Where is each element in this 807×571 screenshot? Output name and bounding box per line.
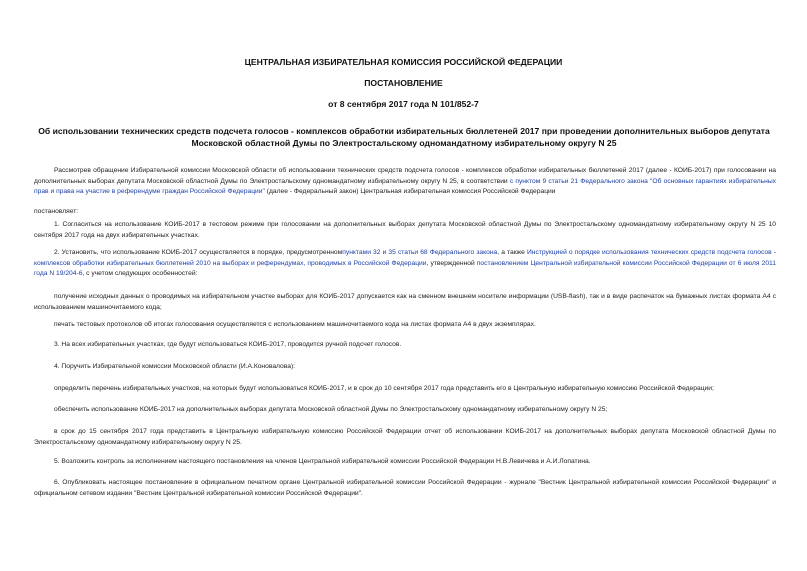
paragraph-2-text-b: , а также <box>497 249 527 256</box>
item-a-text: определить перечень избирательных участков, на которых будут использоваться КОИБ-2017, и в срок до 10 сентября 2017 года представить его в Центральную избирательную комиссию Российской Федерации; <box>54 385 714 392</box>
item-c-text: в срок до 15 сентября 2017 года представить в Центральную избирательную комиссию Российской Федерации отчет об использовании КОИБ-2017 на дополнительных выборах депутата Московской областной Думы по Электростальскому одномандатному избирательному округу N 25. <box>34 428 776 446</box>
paragraph-2-bullet-1 <box>34 292 776 313</box>
paragraph-4-item-c <box>34 427 776 448</box>
paragraph-2-bullet-2 <box>34 320 776 331</box>
document-date-number: от 8 сентября 2017 года N 101/852-7 <box>328 99 479 109</box>
paragraph-3-text: 3. На всех избирательных участках, где будут использоваться КОИБ-2017, проводится ручной подсчет голосов. <box>54 341 402 348</box>
federal-law-link[interactable]: с пунктом 9 статьи 21 Федерального закона "Об основных гарантиях избирательных прав и права на участие в референдуме граждан Российской Федерации" <box>34 177 776 196</box>
preamble-text-before: Рассмотрев обращение Избирательной комиссии Московской области об использовании технических средств подсчета голосов - комплексов обработки избирательных бюллетеней 2017 (далее - КОИБ-2017) при голосовании на дополнительных выборах депутата Московской областной Думы по Электростальскому одномандатному избирательному округу N 25, в соответствии <box>34 167 776 185</box>
paragraph-4-item-b <box>34 405 776 416</box>
paragraph-2 <box>34 248 776 280</box>
paragraph-2-text-a: 2. Установить, что использование КОИБ-2017 осуществляется в порядке, предусмотренном <box>54 249 343 256</box>
preamble-text-after: (далее - Федеральный закон) Центральная избирательная комиссия Российской Федерации <box>264 188 556 196</box>
paragraph-1-text: 1. Согласиться на использование КОИБ-2017 в тестовом режиме при голосовании на дополнительных выборах депутата Московской областной Думы по Электростальскому одномандатному избирательному округу N 25 10 сентября 2017 года на двух избирательных участках. <box>34 221 776 239</box>
item-b-text: обеспечить использование КОИБ-2017 на дополнительных выборах депутата Московской областной Думы по Электростальскому одномандатному избирательному округу N 25; <box>54 406 608 413</box>
document-type: ПОСТАНОВЛЕНИЕ <box>364 78 443 88</box>
paragraph-4-item-a <box>34 384 776 395</box>
paragraph-6 <box>34 478 776 499</box>
bullet-1-text: получение исходных данных о проводимых на избирательном участке выборах для КОИБ-2017 допускается как на сменном внешнем носителе информации (USB-flash), так и в виде распечаток на бумажных листах формата А4 с использованием машиночитаемого кода; <box>34 293 776 311</box>
bullet-2-text: печать тестовых протоколов об итогах голосования осуществляется с использованием машиночитаемого кода на листах формата А4 в двух экземплярах. <box>54 321 536 328</box>
paragraph-6-text: 6. Опубликовать настоящее постановление в официальном печатном органе Центральной избирательной комиссии Российской Федерации - журнале "Вестник Центральной избирательной комиссии Российской Федерации" и официальном сетевом издании "Вестник Центральной избирательной комиссии Российской Федерации". <box>34 479 776 497</box>
paragraph-2-text-c: , утвержденной <box>426 259 477 267</box>
law-articles-link[interactable]: пунктами 32 и 35 статьи 68 Федерального закона <box>342 249 498 256</box>
issuer-title: ЦЕНТРАЛЬНАЯ ИЗБИРАТЕЛЬНАЯ КОМИССИЯ РОССИЙСКОЙ ФЕДЕРАЦИИ <box>244 57 563 67</box>
paragraph-1 <box>34 220 776 241</box>
paragraph-4-text: 4. Поручить Избирательной комиссии Московской области (И.А.Коновалова): <box>54 363 296 370</box>
paragraph-5-text: 5. Возложить контроль за исполнением настоящего постановления на членов Центральной избирательной комиссии Российской Федерации Н.В.Левичева и А.И.Лопатина. <box>54 458 591 465</box>
paragraph-5 <box>34 457 776 468</box>
paragraph-3 <box>34 340 776 351</box>
document-subject: Об использовании технических средств подсчета голосов - комплексов обработки избирательных бюллетеней 2017 при проведении дополнительных выборов депутата Московской областной Думы по Электростальскому одномандатному избирательному округу N 25 <box>38 126 770 148</box>
instruction-link[interactable]: Инструкцией о порядке использования технических средств подсчета голосов - комплексов обработки избирательных бюллетеней 2010 на выборах и референдумах, проводимых в Российской Федерации <box>34 249 777 267</box>
paragraph-4 <box>34 362 776 373</box>
paragraph-2-text-d: , с учетом следующих особенностей: <box>82 270 198 278</box>
preamble-paragraph <box>34 166 776 198</box>
resolves-label: постановляет: <box>34 208 79 215</box>
resolution-link[interactable]: постановлением Центральной избирательной комиссии Российской Федерации от 6 июля 2011 года N 19/204-6 <box>34 259 776 278</box>
